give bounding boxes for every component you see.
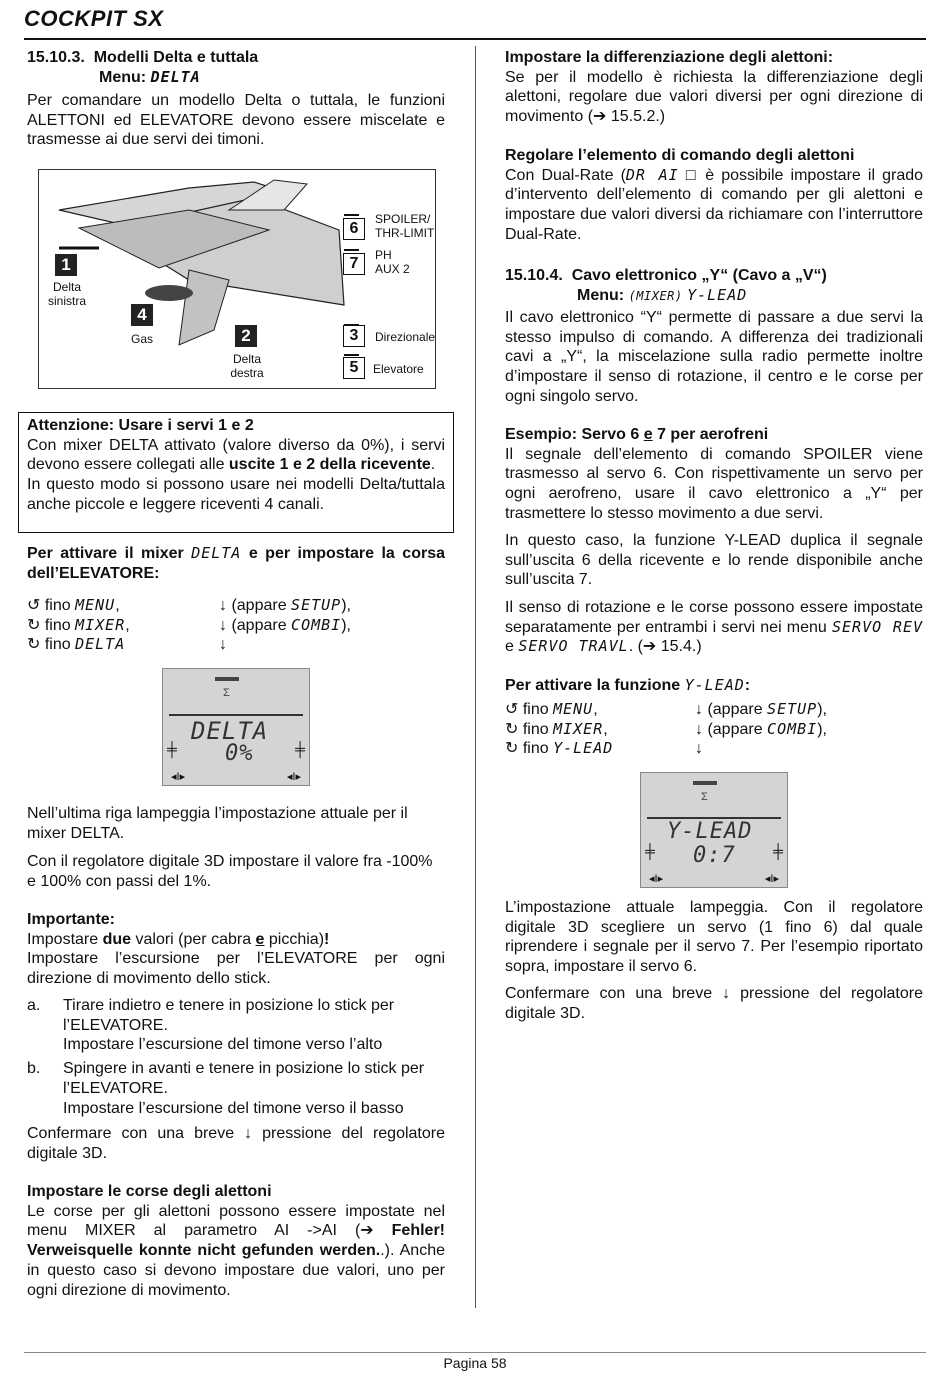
diff-text: Se per il modello è richiesta la differenziazione degli alettoni, regolare due valori diversi per ogni direzione di movimento (➔ 15.5.2.) xyxy=(505,68,923,126)
attention-content xyxy=(27,416,445,515)
lcd-trim-right-icon: ╪ xyxy=(295,741,305,757)
menu-label: Menu: xyxy=(99,68,147,86)
attention-bold: uscite 1 e 2 della ricevente xyxy=(228,456,431,474)
ph-aux-label: PH AUX 2 xyxy=(375,248,410,276)
attention-text-3: In questo modo si possono usare nei modelli Delta/tuttala anche piccole e leggere riceventi 4 canali. xyxy=(27,476,445,513)
importante-title: Importante: xyxy=(27,911,115,928)
attiva-y-lead-heading: Per attivare la funzione Y-LEAD: xyxy=(505,676,751,694)
esempio-title: Esempio: Servo 6 e 7 per aerofreni xyxy=(505,426,769,443)
lcd-line-1: DELTA xyxy=(191,717,269,745)
spoiler-label: SPOILER/ THR-LIMIT xyxy=(375,212,435,240)
step-2-right: ↓ (appare COMBI), xyxy=(695,719,827,738)
step-2-right: ↓ (appare COMBI), xyxy=(219,615,351,634)
esempio-text: Il segnale dell’elemento di comando SPOILER viene trasmesso al servo 6. Con rispettivamente un servo per ogni aerofreno, usare il cavo elettronico a „Y“ per trasmettere lo stesso movimento a due servi. xyxy=(505,445,923,522)
corse-title: Impostare le corse degli alettoni xyxy=(27,1183,272,1200)
delta-destra-label: Delta destra xyxy=(230,352,264,380)
attention-text-1: Con mixer DELTA attivato (valore diverso da 0%), i servi devono essere collegati alle xyxy=(27,436,445,474)
servo-4-badge: 4 xyxy=(131,304,153,326)
lcd-trim-bottom-right-icon: ◂I▸ xyxy=(286,771,301,783)
section-title-2: Cavo elettronico „Y“ (Cavo a „V“) xyxy=(571,267,827,284)
step-1-right: ↓ (appare SETUP), xyxy=(219,596,351,614)
list-item: b. Spingere in avanti e tenere in posizione lo stick per l’ELEVATORE. Impostare l’escursione del timone verso il basso xyxy=(27,1060,425,1117)
page-number: Pagina 58 xyxy=(443,1355,507,1371)
delta-model-figure xyxy=(38,169,436,389)
last-row-paragraph: Nell’ultima riga lampeggia l’impostazione attuale per il mixer DELTA. xyxy=(27,805,408,842)
corse-paragraph: Le corse per gli alettoni possono essere impostate nel menu MIXER al parametro AI ->AI (➔ Fehler! Verweisquelle konnte nicht gefunden werden..). Anche in questo caso si devono impostare due valori, uno per ogni direzione di movimento. xyxy=(27,1202,446,1299)
regolare-title: Regolare l’elemento di comando degli alettoni xyxy=(505,147,855,164)
diff-title: Impostare la differenziazione degli alettoni: xyxy=(505,49,834,66)
servo-1-badge: 1 xyxy=(55,254,77,276)
section-number: 15.10.3. xyxy=(27,49,85,66)
step-1-left: ↺ fino MENU, xyxy=(27,596,120,614)
activate-text-b: e per impostare la corsa dell’ELEVATORE: xyxy=(27,545,445,582)
header-rule xyxy=(24,38,926,40)
elevatore-label: Elevatore xyxy=(373,362,424,376)
senso-paragraph: Il senso di rotazione e le corse possono essere impostate separatamente per entrambi i servi nei menu SERVO REV e SERVO TRAVL. (➔ 15.4.) xyxy=(505,599,923,656)
attention-period: . xyxy=(430,456,436,474)
attention-title: Attenzione: Usare i servi 1 e 2 xyxy=(27,417,254,434)
servo-6-badge: 6 xyxy=(343,218,365,240)
importante-text: Impostare l’escursione per l’ELEVATORE per ogni direzione di movimento dello stick. xyxy=(27,950,445,988)
lcd-display-delta: Σ DELTA 0% ╪ ╪ ◂I▸ ◂I▸ xyxy=(162,668,310,786)
confirm-paragraph-left: Confermare con una breve ↓ pressione del regolatore digitale 3D. xyxy=(27,1125,445,1162)
servo-2-badge: 2 xyxy=(235,325,257,347)
menu-mixer: (MIXER) xyxy=(628,288,683,303)
instruction-list xyxy=(27,996,445,1118)
activate-lcd: DELTA xyxy=(191,544,242,562)
servo-7-badge: 7 xyxy=(343,253,365,275)
lcd-trim-bottom-left-icon: ◂I▸ xyxy=(171,771,186,783)
step-3-right: ↓ xyxy=(695,740,703,758)
lcd-line-2: 0% xyxy=(225,741,254,766)
left-steps xyxy=(27,596,445,655)
lcd-trim-right-icon: ╪ xyxy=(773,843,783,859)
caso-paragraph: In questo caso, la funzione Y-LEAD duplica il segnale sull’uscita 6 della ricevente e lo rende disponibile anche sull’uscita 7. xyxy=(505,532,923,589)
step-3-right: ↓ xyxy=(219,636,227,654)
regolatore-paragraph: Con il regolatore digitale 3D impostare il valore fra -100% e 100% con passi del 1%. xyxy=(27,853,433,890)
right-steps xyxy=(505,700,923,759)
activate-mixer-heading xyxy=(27,544,445,583)
servo-5-badge: 5 xyxy=(343,357,365,379)
section-number-2: 15.10.4. xyxy=(505,267,563,284)
lcd-trim-left-icon: ╪ xyxy=(645,843,655,859)
lcd-line-1: Y-LEAD xyxy=(667,819,753,844)
list-item: a. Tirare indietro e tenere in posizione lo stick per l’ELEVATORE. Impostare l’escursione del timone verso l’alto xyxy=(27,997,395,1054)
confirm-paragraph-right: Confermare con una breve ↓ pressione del regolatore digitale 3D. xyxy=(505,985,923,1022)
step-2-left: ↻ fino MIXER, xyxy=(27,615,130,634)
lcd-trim-left-icon: ╪ xyxy=(167,741,177,757)
section-heading-15-10-4 xyxy=(505,266,923,306)
page-header-title: COCKPIT SX xyxy=(24,6,164,31)
step-3-left: ↻ fino DELTA xyxy=(27,635,126,654)
step-1-left: ↺ fino MENU, xyxy=(505,700,598,718)
direzionale-label: Direzionale xyxy=(375,330,436,344)
step-2-left: ↻ fino MIXER, xyxy=(505,719,608,738)
lcd-trim-bottom-left-icon: ◂I▸ xyxy=(649,873,664,885)
step-1-right: ↓ (appare SETUP), xyxy=(695,700,827,718)
lcd-display-y-lead: Σ Y-LEAD 0:7 ╪ ╪ ◂I▸ ◂I▸ xyxy=(640,772,788,888)
step-3-left: ↻ fino Y-LEAD xyxy=(505,739,614,758)
cavo-paragraph: Il cavo elettronico “Y“ permette di passare a due servi la stesso impulso di comando. A differenza dei tradizionali cavi a „Y“, la miscelazione sulla radio permette inoltre d’impostare il senso di rotazione, il centro e le corse per ogni singolo servo. xyxy=(505,309,923,405)
attuale-paragraph: L’impostazione attuale lampeggia. Con il regolatore digitale 3D scegliere un servo (1 fino 6) dal quale riprendere i segnale per il servo 7. Per l’esempio riportato sopra, impostare il servo 6. xyxy=(505,899,923,976)
section-heading-15-10-3 xyxy=(27,48,445,87)
gas-label: Gas xyxy=(131,332,154,346)
footer-rule xyxy=(24,1352,926,1353)
lcd-line-2: 0:7 xyxy=(693,843,736,868)
section-title: Modelli Delta e tuttala xyxy=(93,49,259,66)
servo-3-badge: 3 xyxy=(343,325,365,347)
menu-value-2: Y-LEAD xyxy=(687,285,748,304)
activate-text-a: Per attivare il mixer xyxy=(27,545,192,562)
importante-line: Impostare due valori (per cabra e picchia)! xyxy=(27,930,330,948)
intro-paragraph: Per comandare un modello Delta o tuttala, le funzioni ALETTONI ed ELEVATORE devono essere miscelate e trasmesse ai due servi dei timoni. xyxy=(27,92,445,149)
delta-sinistra-label: Delta sinistra xyxy=(47,280,86,308)
lcd-trim-bottom-right-icon: ◂I▸ xyxy=(764,873,779,885)
menu-label-2: Menu: xyxy=(577,286,625,304)
regolare-text: Con Dual-Rate (DR AI □ è possibile impostare il grado d’intervento dell’elemento di comando per gli alettoni e impostare due valori diversi da richiamare con l’interruttore Dual-Rate. xyxy=(505,165,924,243)
menu-value: DELTA xyxy=(150,67,201,86)
column-divider xyxy=(475,46,476,1308)
